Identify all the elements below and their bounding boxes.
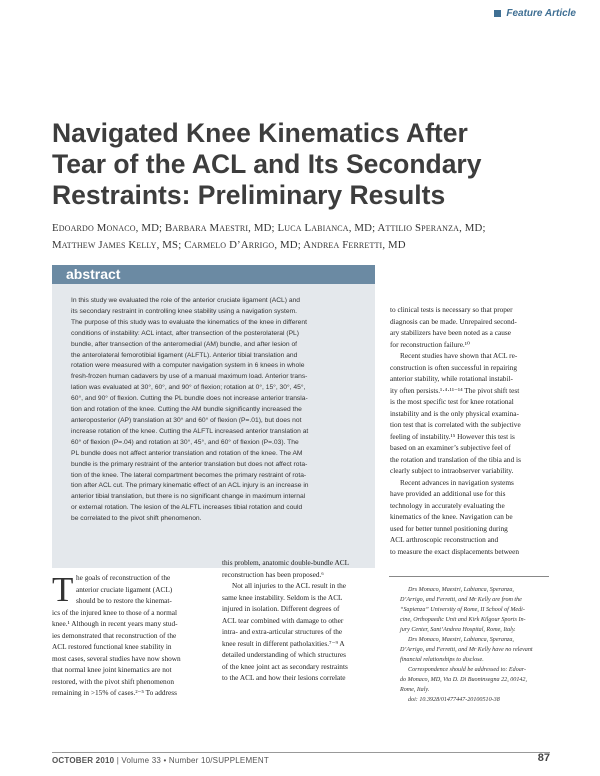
- footnote-line: Drs Monaco, Maestri, Labianca, Speranza,: [408, 637, 514, 643]
- abstract-line: 60°, and 90° of flexion. Cutting the PL bundle does not increase anterior transla-: [71, 395, 308, 403]
- footnote-line: “Sapienza” University of Rome, II School of Medi-: [400, 607, 525, 613]
- abstract-line: bundle is the primary restraint of the anterior translation but does not affect rota-: [71, 460, 308, 468]
- body-line: ACL tear combined with damage to other: [222, 615, 344, 625]
- author-line: Matthew James Kelly, MS; Carmelo D’Arrigo, MD; Andrea Ferretti, MD: [52, 239, 406, 251]
- body-line: most cases, several studies have now shown: [52, 653, 181, 663]
- footnote-line: D’Arrigo, and Ferretti, and Mr Kelly are from the: [400, 597, 522, 603]
- abstract-line: tion and rotation of the knee. Cutting the AM bundle significantly increased the: [71, 406, 302, 414]
- author-line: Edoardo Monaco, MD; Barbara Maestri, MD; Luca Labianca, MD; Attilio Speranza, MD;: [52, 222, 486, 234]
- abstract-line: conditions of instability: ACL intact, after transection of the posterolateral (PL): [71, 329, 299, 337]
- body-line: ACL arthroscopic reconstruction and: [390, 535, 499, 544]
- body-line: tion test that is correlated with the subjective: [390, 420, 521, 429]
- title-line: Navigated Knee Kinematics After: [52, 118, 468, 148]
- body-line: injured in isolation. Different degrees of: [222, 604, 340, 613]
- title-line: Restraints: Preliminary Results: [52, 180, 446, 210]
- abstract-line: The purpose of this study was to evaluate the kinematics of the knee in different: [71, 318, 307, 326]
- body-line: based on an examiner’s subjective feel of: [390, 443, 511, 452]
- abstract-line: tion after ACL cut. The primary kinematic effect of an ACL injury is an increase in: [71, 482, 309, 490]
- body-line: knee result in different patholaxities.⁷⁻⁹ A: [222, 638, 345, 648]
- body-line: anterior stability, while rotational instabil-: [390, 374, 513, 383]
- body-line: ary stabilizers have been noted as a cause: [390, 328, 511, 337]
- body-line: for reconstruction failure.¹⁰: [390, 339, 470, 349]
- body-line: construction is often successful in repairing: [390, 362, 518, 372]
- footer-separator: |: [114, 756, 122, 765]
- body-column-2: [222, 557, 378, 684]
- drop-cap: T: [52, 570, 74, 609]
- square-icon: [494, 10, 501, 17]
- body-line: feeling of instability.¹⁵ However this test is: [390, 431, 515, 441]
- body-line: this problem, anatomic double-bundle ACL: [222, 558, 350, 567]
- body-column-3: [390, 304, 550, 557]
- abstract-line: 60° of flexion (P=.04) and rotation at 30°, 45°, and 60° of flexion (P=.03). The: [71, 438, 299, 446]
- body-line: of the knee joint act as secondary restraints: [222, 661, 348, 671]
- body-line: instability and is the only physical examina-: [390, 408, 519, 418]
- footnote-line: do Monaco, MD, Via D. Di Buoninsegna 22, 00142,: [400, 677, 527, 683]
- footer-volume: Volume 33: [121, 756, 162, 765]
- abstract-line: PL bundle does not affect anterior translation and rotation of the knee. The AM: [71, 449, 303, 457]
- body-line: intra- and extra-articular structures of the: [222, 627, 343, 636]
- body-line: that normal knee joint kinematics are not: [52, 665, 172, 674]
- doi-line: doi: 10.3928/01477447-20100510-38: [408, 697, 500, 703]
- body-line: to measure the exact displacements between: [390, 546, 520, 556]
- body-line: remaining in >15% of cases.²⁻⁵ To address: [52, 688, 177, 697]
- title-line: Tear of the ACL and Its Secondary: [52, 149, 482, 179]
- footnote-line: jury Center, Sant’Andrea Hospital, Rome, Italy.: [400, 627, 516, 633]
- body-line: Recent studies have shown that ACL re-: [400, 351, 518, 360]
- body-line: anterior cruciate ligament (ACL): [76, 584, 173, 594]
- body-line: ics of the injured knee to those of a normal: [52, 607, 178, 617]
- body-line: used for better tunnel positioning during: [390, 523, 508, 533]
- footnote-line: Drs Monaco, Maestri, Labianca, Speranza,: [408, 587, 514, 593]
- body-line: restored, with the pivot shift phenomenon: [52, 676, 174, 686]
- abstract-line: bundle, after transection of the anteromedial (AM) bundle, and after lesion of: [71, 340, 298, 348]
- body-line: have provided an additional use for this: [390, 489, 506, 498]
- abstract-line: be correlated to the pivot shift phenomenon.: [71, 515, 202, 523]
- abstract-line: increase rotation of the knee. Cutting the ALFTL increased anterior translation at: [71, 427, 309, 435]
- section-tag: [494, 8, 576, 19]
- body-line: detailed understanding of which structures: [222, 650, 347, 659]
- body-line: is the most specific test for knee rotational: [390, 397, 514, 406]
- footnote-line: cine, Orthopaedic Unit and Kirk Kilgour Sports In-: [400, 617, 526, 623]
- article-title: [52, 118, 562, 211]
- section-tag-label: Feature Article: [506, 8, 576, 19]
- abstract-line: the anterolateral femorotibial ligament (ALFTL). Anterior tibial translation and: [71, 351, 298, 359]
- abstract-line: or external rotation. The lesion of the ALFTL increases tibial rotation and could: [71, 504, 303, 512]
- body-line: Recent advances in navigation systems: [400, 477, 514, 487]
- footer-date: OCTOBER 2010: [52, 756, 115, 765]
- body-line: ity often persists.¹·⁴·¹¹⁻¹⁴ The pivot shift test: [390, 385, 520, 395]
- abstract-line: rotation were measured with a computer navigation system in 6 knees in whole: [71, 362, 305, 370]
- abstract-line: tion of the knee. The lateral compartment becomes the primary restraint of rota-: [71, 471, 307, 479]
- journal-footer: [52, 756, 269, 765]
- abstract-line: In this study we evaluated the role of the anterior cruciate ligament (ACL) and: [71, 297, 300, 304]
- body-line: same knee instability. Seldom is the ACL: [222, 592, 343, 602]
- body-line: ies demonstrated that reconstruction of the: [52, 630, 177, 640]
- footnote-divider: [389, 576, 549, 577]
- author-footnotes: [400, 585, 550, 705]
- body-line: should be to restore the kinemat-: [76, 596, 172, 605]
- footnote-line: financial relationships to disclose.: [400, 657, 484, 663]
- abstract-text: [71, 296, 363, 525]
- footer-rule: [52, 752, 550, 753]
- author-list: [52, 220, 572, 254]
- footer-issue: Number 10/SUPPLEMENT: [168, 756, 269, 765]
- body-column-1: [52, 572, 210, 699]
- body-line: to the ACL and how their lesions correlate: [222, 673, 346, 682]
- abstract-line: its secondary restraint in controlling knee stability using a navigation system.: [71, 307, 298, 315]
- body-line: to clinical tests is necessary so that proper: [390, 305, 513, 314]
- abstract-line: lation was evaluated at 30°, 60°, and 90° of flexion; rotation at 0°, 15°, 30°, 45°,: [71, 384, 306, 392]
- abstract-line: anteroposterior (AP) translation at 30° and 60° of flexion (P=.01), but does not: [71, 416, 302, 424]
- footnote-line: D’Arrigo, and Ferretti, and Mr Kelly have no relevant: [400, 647, 533, 653]
- body-line: technology in accurately evaluating the: [390, 500, 505, 510]
- body-line: clearly subject to intraobserver variability.: [390, 466, 514, 475]
- page-number: 87: [537, 752, 550, 764]
- body-line: reconstruction has been proposed.⁶: [222, 569, 324, 579]
- body-line: he goals of reconstruction of the: [76, 573, 171, 582]
- abstract-header: [52, 265, 375, 284]
- abstract-line: fresh-frozen human cadavers by use of a manual maximum load. Anterior trans-: [71, 373, 308, 381]
- footer-separator: •: [161, 756, 169, 765]
- body-line: Not all injuries to the ACL result in the: [232, 581, 347, 590]
- body-line: kinematics of the knee. Navigation can be: [390, 512, 513, 521]
- footnote-line: Correspondence should be addressed to: Edoar-: [408, 667, 527, 673]
- body-line: ACL restored functional knee stability in: [52, 642, 172, 651]
- body-line: knee.¹ Although in recent years many stud-: [52, 619, 178, 628]
- body-line: diagnosis can be made. Unrepaired second-: [390, 316, 517, 326]
- footnote-line: Rome, Italy.: [400, 687, 430, 693]
- abstract-line: anterior tibial translation, but there is no significant change in maximum internal: [71, 493, 306, 501]
- abstract-heading: abstract: [66, 266, 121, 282]
- body-line: the rotation and translation of the tibia and is: [390, 454, 521, 464]
